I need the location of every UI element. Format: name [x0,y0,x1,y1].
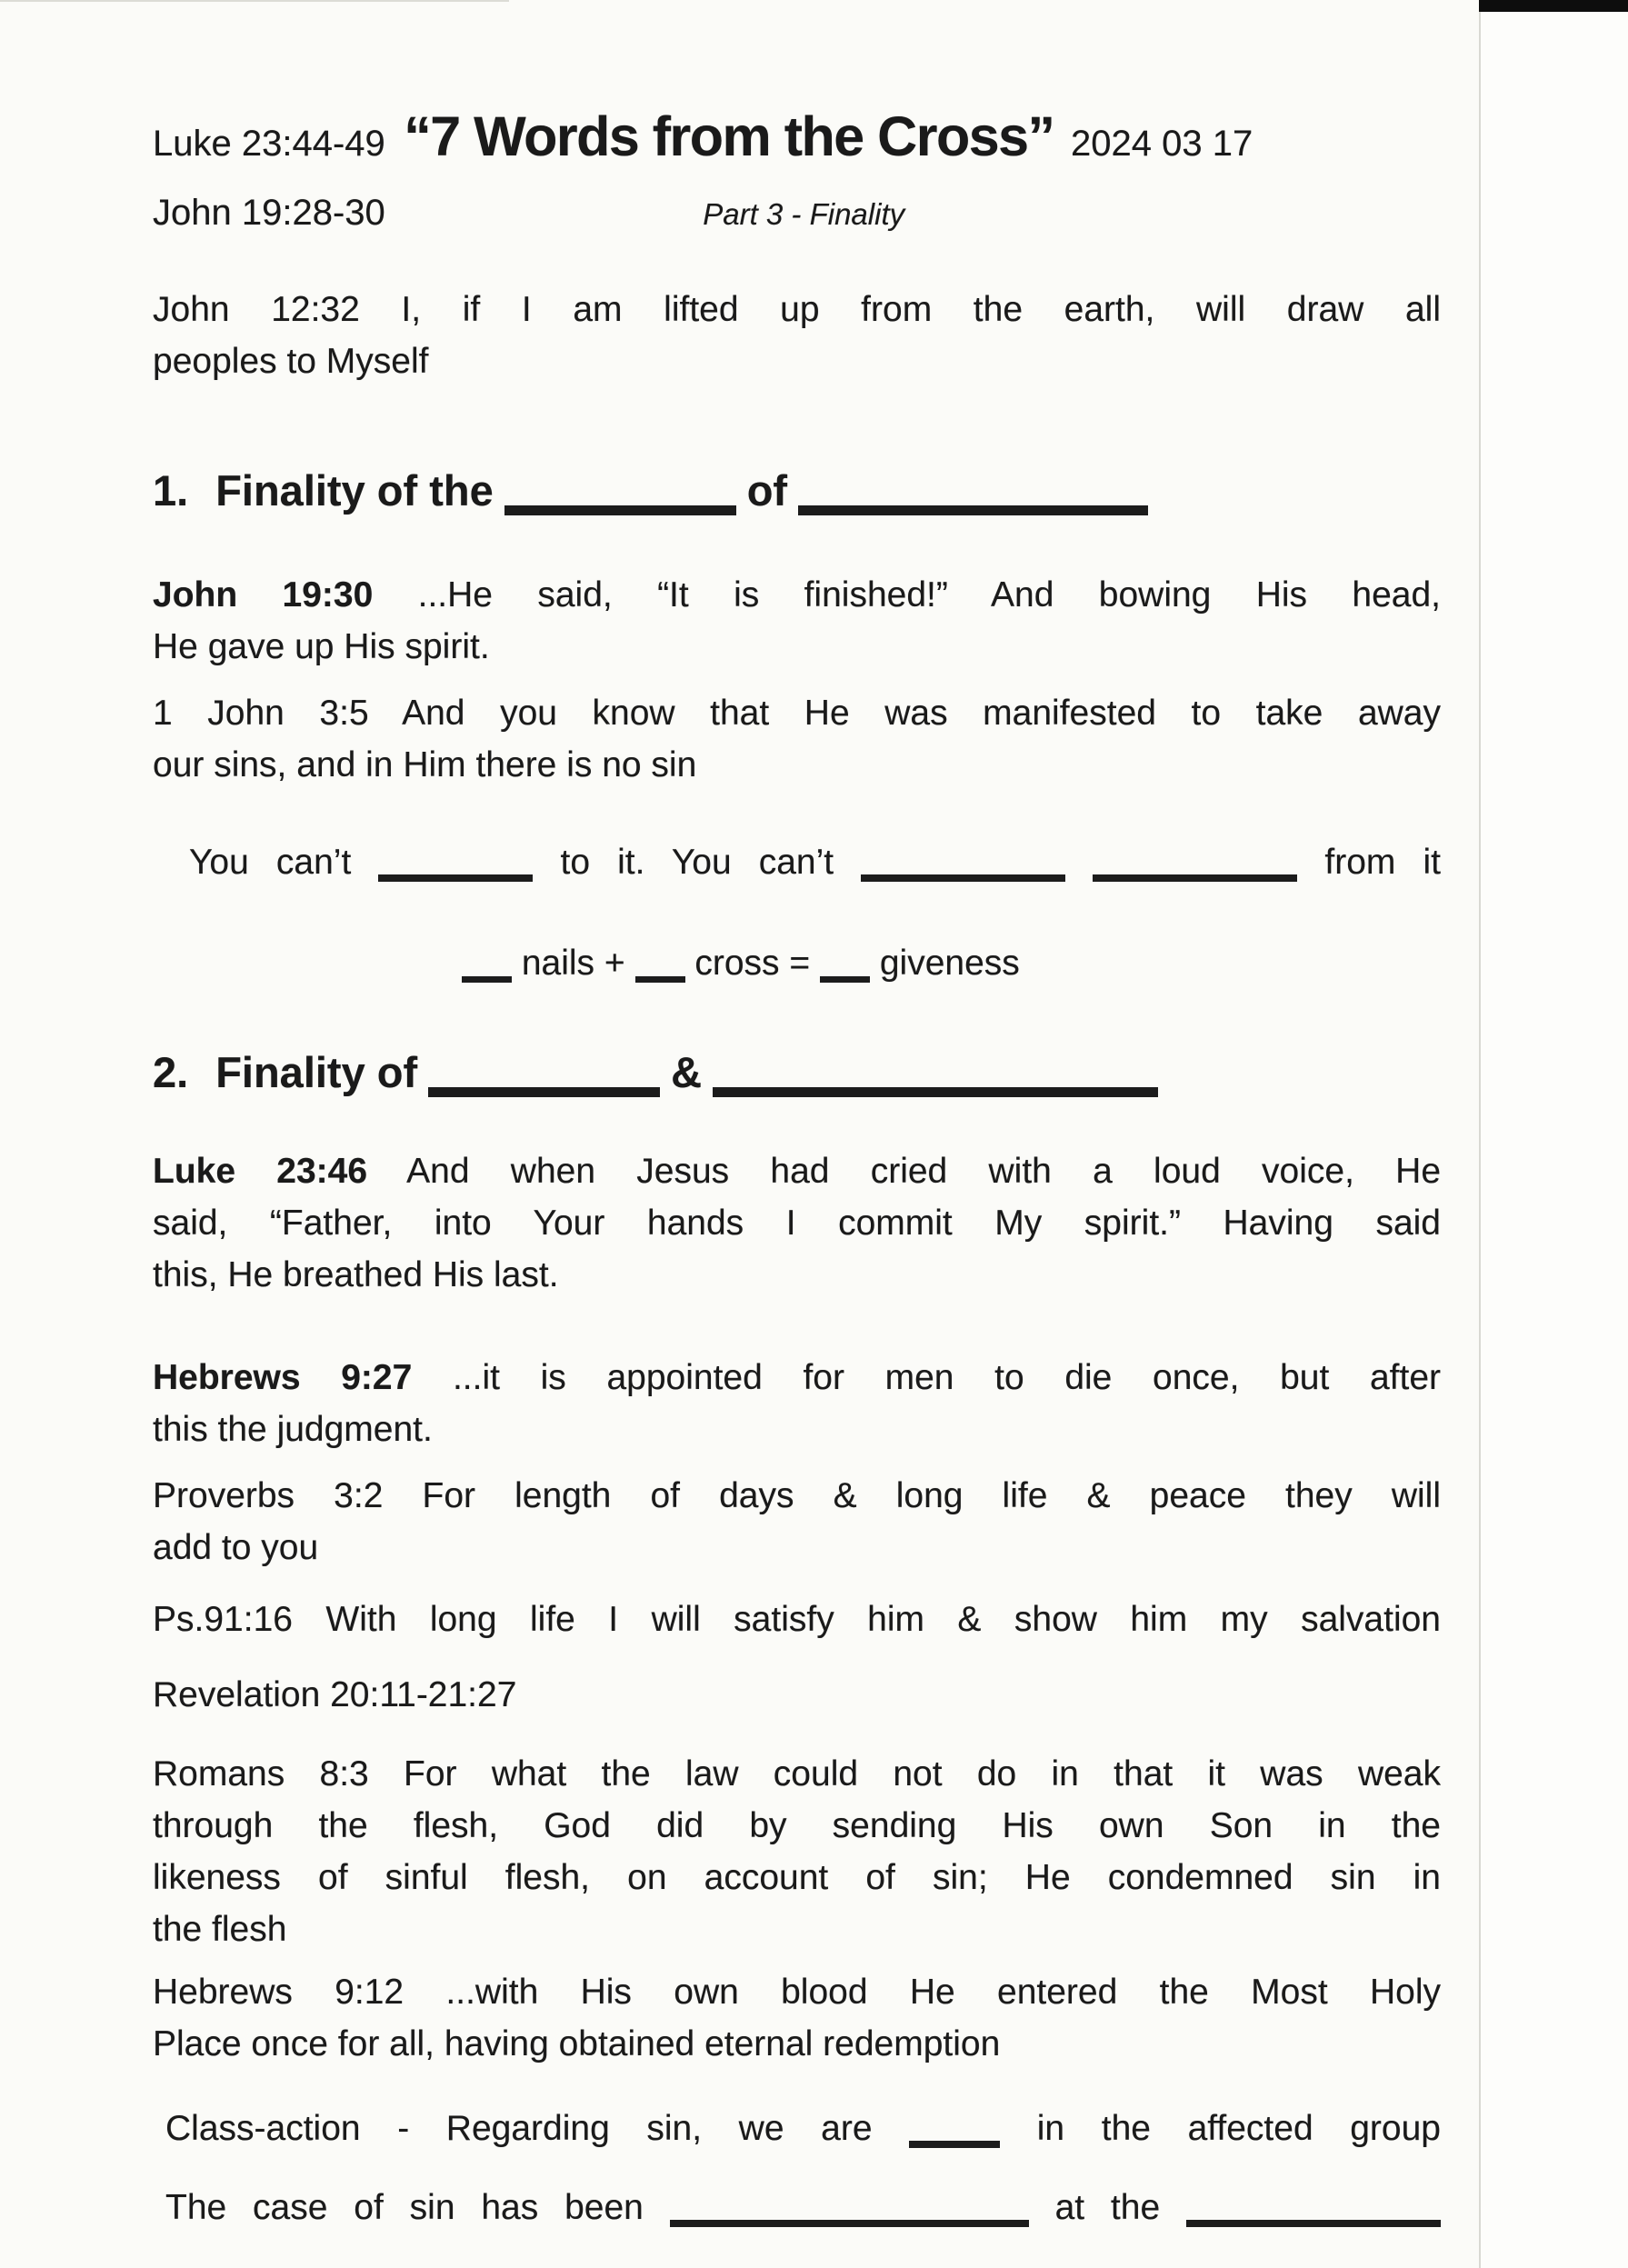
scanner-background-strip [1481,0,1628,2268]
equation-line: nails + cross = giveness [462,937,1441,989]
section-number: 1. [153,466,189,515]
verse-line: this, He breathed His last. [153,1255,559,1294]
verse-line: Hebrews 9:12 ...with His own blood He entered the Most Holy [153,1973,1441,2012]
verse-line: Hebrews 9:27 ...it is appointed for men to die once, but after [153,1358,1441,1397]
verse-line: this the judgment. [153,1410,433,1449]
verse-line: John 19:30 ...He said, “It is finished!” And bowing His head, [153,575,1441,614]
heading-text: Finality of the [215,466,494,515]
answer-blank [909,2141,1000,2148]
verse-line: Place once for all, having obtained eternal redemption [153,2024,1001,2063]
verse-line: Proverbs 3:2 For length of days & long life & peace they will [153,1476,1441,1515]
verse-proverbs-3-2 [153,1470,1441,1574]
verse-ref: Hebrews 9:27 [153,1358,413,1397]
fill-in-line-cant: You can’t to it. You can’t from it [189,843,1441,882]
heading-text: Finality of [215,1048,418,1096]
scripture-ref-john: John 19:28-30 [153,193,385,233]
verse-line: Romans 8:3 For what the law could not do in that it was weak [153,1754,1441,1793]
verse-psalm-91-16 [153,1594,1441,1645]
sermon-date: 2024 03 17 [1071,124,1253,164]
verse-line: Ps.91:16 With long life I will satisfy him & show him my salvation [153,1600,1441,1639]
answer-blank [378,874,533,882]
answer-blank [670,2220,1029,2227]
header-line-2 [153,190,1441,244]
answer-blank [861,874,1065,882]
verse-revelation [153,1669,1441,1721]
section-number: 2. [153,1048,189,1096]
scripture-ref-luke: Luke 23:44-49 [153,124,385,164]
answer-blank [820,976,870,983]
page-edge-line [1479,0,1481,2268]
verse-line: He gave up His spirit. [153,627,490,666]
verse-line: add to you [153,1528,319,1567]
verse-line: Luke 23:46 And when Jesus had cried with a loud voice, He [153,1152,1442,1191]
verse-hebrews-9-27 [153,1352,1441,1455]
verse-line: 1 John 3:5 And you know that He was manifested to take away [153,694,1441,733]
answer-blank [462,976,512,983]
verse-ref: John 19:30 [153,575,374,614]
verse-john-12-32 [153,284,1441,387]
answer-blank [504,505,736,515]
part-subtitle: Part 3 - Finality [703,197,905,231]
scan-artifact-top-edge [0,0,509,2]
verse-line: said, “Father, into Your hands I commit My spirit.” Having said [153,1204,1441,1243]
answer-blank [1186,2220,1441,2227]
verse-line: Revelation 20:11-21:27 [153,1675,517,1714]
section1-heading [153,464,1441,518]
answer-blank [1093,874,1297,882]
answer-blank [635,976,685,983]
verse-ref: Luke 23:46 [153,1152,368,1191]
verse-1-john-3-5 [153,687,1441,791]
verse-romans-8-3 [153,1748,1441,1955]
verse-line: through the flesh, God did by sending His own Son in the [153,1806,1441,1845]
class-action-line: Class-action - Regarding sin, we are in the affected group [165,2109,1441,2148]
verse-line: peoples to Myself [153,342,429,381]
case-of-sin-line: The case of sin has been at the [165,2182,1441,2233]
heading-connector: & [671,1048,703,1096]
scan-artifact-black-bar [1479,0,1628,12]
section2-heading [153,1045,1441,1100]
verse-line: our sins, and in Him there is no sin [153,745,697,784]
verse-line: likeness of sinful flesh, on account of sin; He condemned sin in [153,1858,1441,1897]
verse-line: the flesh [153,1910,287,1949]
worksheet-content [153,107,1441,2233]
verse-hebrews-9-12 [153,1966,1441,2070]
verse-line: John 12:32 I, if I am lifted up from the earth, will draw all [153,290,1441,329]
verse-john-19-30 [153,569,1441,673]
answer-blank [798,505,1148,515]
page-title: “7 Words from the Cross” [404,105,1054,167]
answer-blank [428,1087,660,1097]
verse-luke-23-46 [153,1145,1441,1301]
heading-connector: of [746,466,788,515]
answer-blank [713,1087,1158,1097]
header-line-1 [153,107,1441,181]
